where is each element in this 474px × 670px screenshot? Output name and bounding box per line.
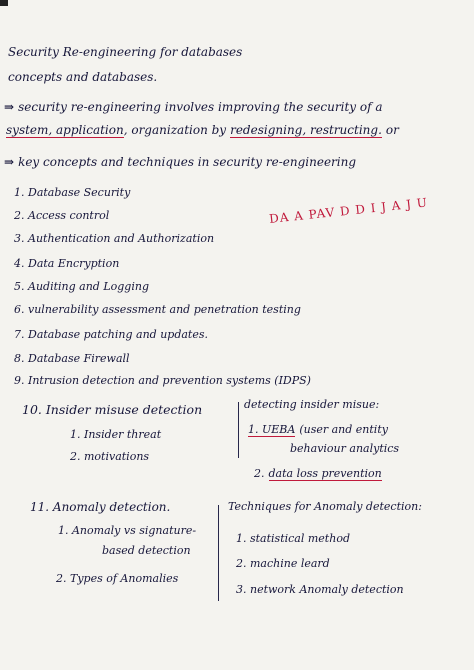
item-number: 4. [14, 257, 25, 270]
list-item [14, 257, 119, 271]
item-text: Access control [28, 209, 110, 222]
item-text: Database Firewall [28, 352, 130, 365]
item-number: 6. [14, 303, 25, 316]
list-item [14, 303, 301, 317]
double-arrow-icon: ⇒ [4, 155, 15, 169]
item-text: Intrusion detection and prevention systems (IDPS) [28, 374, 311, 387]
insider-heading: 10. Insider misuse detection [22, 402, 203, 417]
intro-text-or: or [385, 123, 399, 137]
intro-text-1: security re-engineering involves improving the security of a [18, 100, 383, 114]
anomaly-technique-3: 3. network Anomaly detection [236, 583, 404, 596]
anomaly-sub-1-cont: based detection [102, 544, 191, 557]
insider-right-item-2 [254, 467, 382, 481]
double-arrow-icon: ⇒ [4, 100, 15, 114]
divider-line [238, 402, 239, 458]
insider-right-item-1 [248, 423, 388, 437]
intro-text-2: , organization by [123, 123, 227, 137]
anomaly-sub-1: 1. Anomaly vs signature- [58, 524, 197, 537]
list-item [14, 280, 149, 294]
intro-underlined-system: system, application [6, 123, 124, 137]
dlp-label: data loss prevention [268, 467, 382, 480]
list-item [14, 232, 214, 246]
item-number: 7. [14, 328, 25, 341]
item-text: Auditing and Logging [28, 280, 149, 293]
intro-underlined-redesigning: redesigning [230, 123, 303, 137]
insider-sub-1: 1. Insider threat [70, 428, 162, 441]
item-number: 1. [14, 186, 25, 199]
insider-sub-2: 2. motivations [70, 450, 150, 463]
anomaly-right-heading: Techniques for Anomaly detection: [228, 500, 422, 513]
item-number: 5. [14, 280, 25, 293]
item-number: 9. [14, 374, 25, 387]
acronym-annotation: DA A PAV D D I J A J U [268, 195, 429, 226]
insider-right-item-1-cont: behaviour analytics [290, 442, 400, 455]
item-text: Database Security [28, 186, 131, 199]
item-text: Authentication and Authorization [28, 232, 215, 245]
scan-corner-mark [0, 0, 8, 6]
insider-right-heading: detecting insider misue: [244, 398, 380, 411]
anomaly-technique-2: 2. machine leard [236, 557, 330, 570]
item-number: 2. [14, 209, 25, 222]
item-text: Data Encryption [28, 257, 120, 270]
anomaly-technique-1: 1. statistical method [236, 532, 350, 545]
list-item [14, 352, 130, 366]
intro-line-1 [4, 100, 383, 114]
ueba-expansion: (user and entity [299, 423, 388, 436]
ueba-label: 1. UEBA [248, 423, 296, 436]
subheading [4, 155, 356, 169]
subheading-text: key concepts and techniques in security re-engineering [18, 155, 357, 169]
list-item [14, 186, 130, 200]
anomaly-sub-2: 2. Types of Anomalies [56, 572, 179, 585]
anomaly-heading: 11. Anomaly detection. [30, 500, 171, 514]
item-number: 2. [254, 467, 265, 480]
list-item [14, 374, 311, 388]
page-title: Security Re-engineering for databases [8, 45, 243, 59]
item-text: vulnerability assessment and penetration testing [28, 303, 301, 316]
intro-line-2 [6, 123, 399, 137]
page-subtitle: concepts and databases. [8, 70, 158, 84]
intro-underlined-restructing: , restructing. [302, 123, 382, 137]
divider-line [218, 505, 219, 601]
item-number: 3. [14, 232, 25, 245]
list-item [14, 328, 208, 342]
item-number: 8. [14, 352, 25, 365]
item-text: Database patching and updates. [28, 328, 208, 341]
list-item [14, 209, 109, 223]
